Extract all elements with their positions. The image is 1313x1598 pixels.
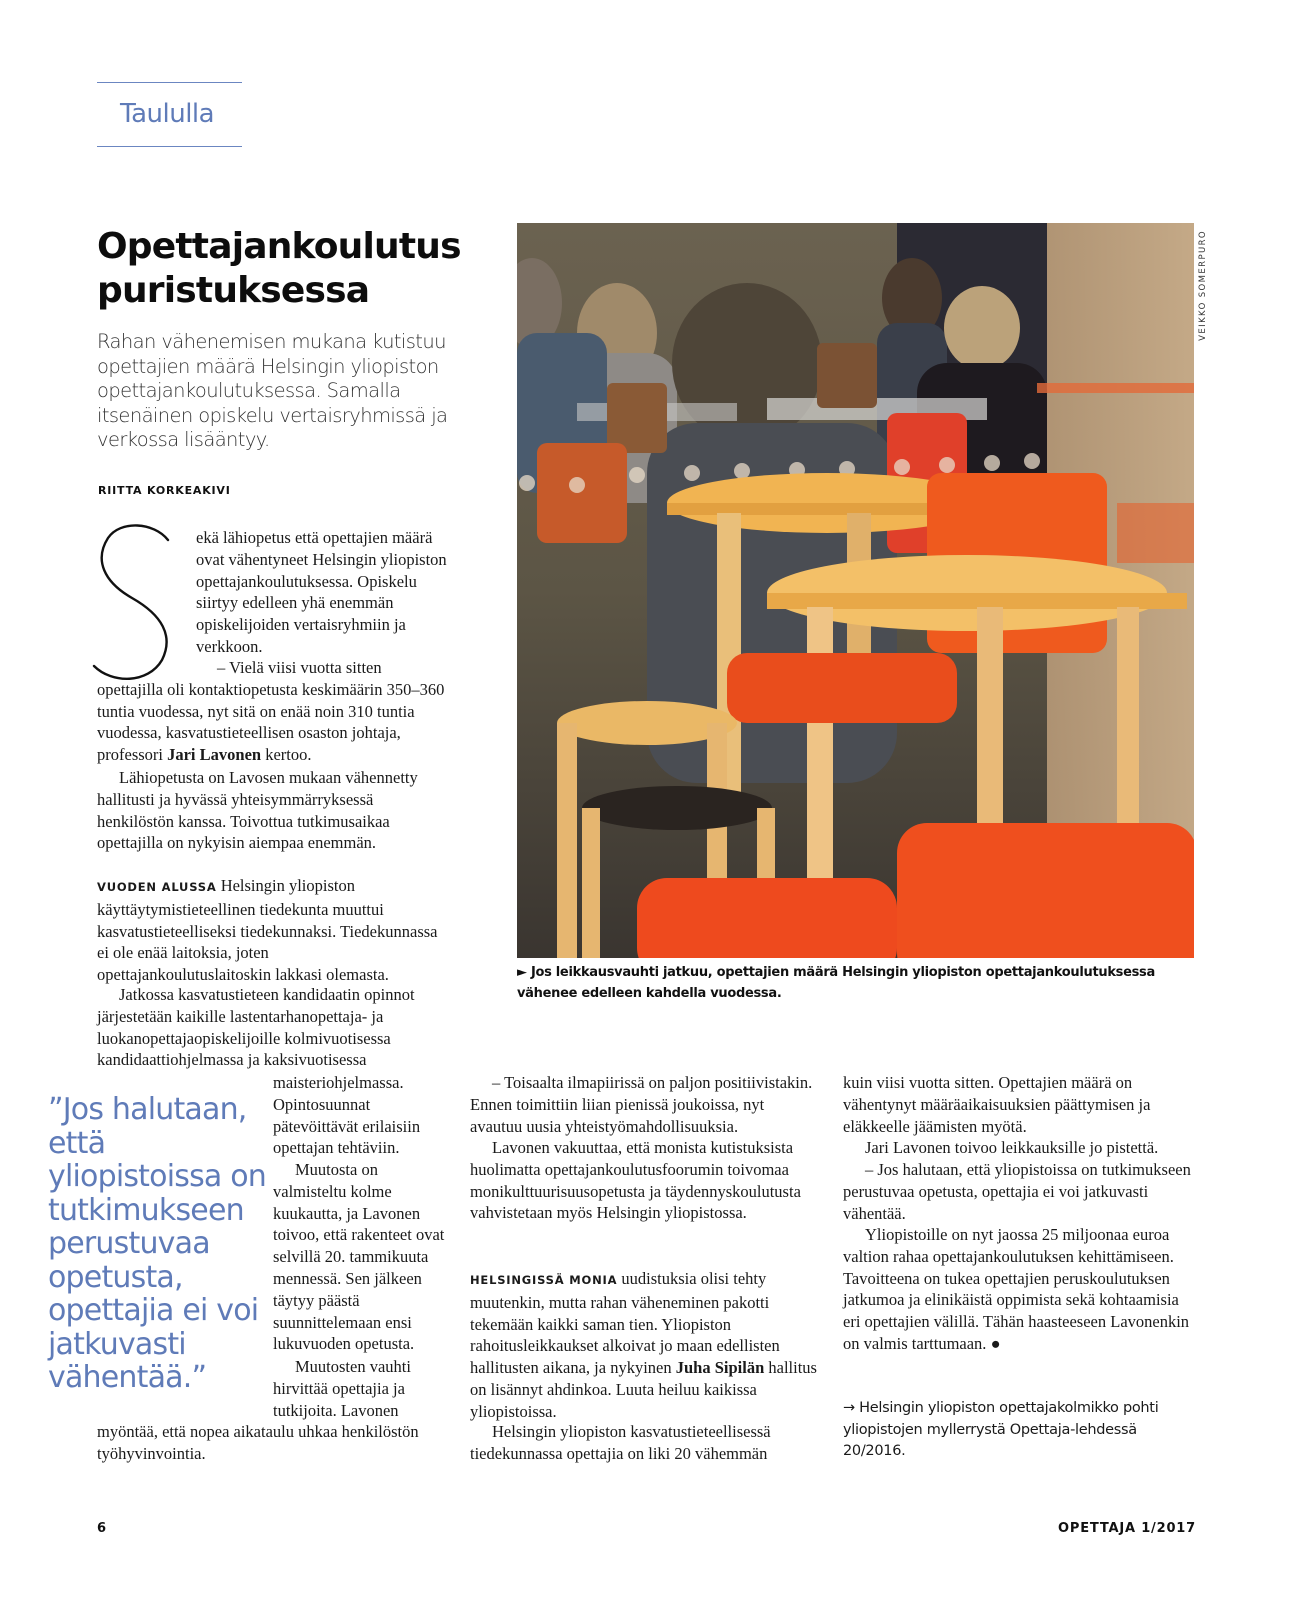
- page-number: 6: [97, 1521, 107, 1536]
- col3-p4: [843, 1224, 1198, 1355]
- headline-line-1: Opettajankoulutus: [97, 226, 461, 267]
- col2-p1: – Toisaalta ilmapiirissä on paljon positiivistakin. Ennen toimittiin liian pienissä joukoissa, nyt avautuu uusia yhteistyömahdollisuuksia.: [470, 1073, 813, 1136]
- arrow-right-icon: →: [843, 1400, 855, 1416]
- publication-issue: OPETTAJA 1/2017: [1058, 1521, 1196, 1536]
- related-article-text: Helsingin yliopiston opettajakolmikko pohti yliopistojen myllerrystä Opettaja-lehdessä 20/2016.: [843, 1400, 1159, 1459]
- caption-marker-icon: ►: [517, 965, 527, 980]
- col3-p2: Jari Lavonen toivoo leikkauksille jo pistettä.: [865, 1138, 1159, 1157]
- photo-classroom-illustration: [517, 223, 1194, 958]
- pull-quote: ”Jos halutaan, että yliopistoissa on tutkimukseen perustuvaa opetusta, opettajia ei voi jatkuvasti vähentää.”: [48, 1092, 266, 1395]
- col1-p3: Lähiopetusta on Lavosen mukaan vähennetty hallitusti ja hyvässä yhteisymmärryksessä henkilöstön kanssa. Toivottua tutkimusaikaa opettajilla on nykyisin aiempaa enemmän.: [97, 768, 418, 853]
- col2-p4: Helsingin yliopiston kasvatustieteellisessä tiedekunnassa opettajia on liki 20 vähemmän: [470, 1422, 771, 1463]
- col1-p6-narrow: Muutosta on valmisteltu kolme kuukautta, ja Lavonen toivoo, että rakenteet ovat selvillä 20. tammikuuta mennessä. Sen jälkeen täytyy päästä suunnittelemaan ensi lukuvuoden opetusta.: [273, 1160, 445, 1354]
- col2-p2: Lavonen vakuuttaa, että monista kutistuksista huolimatta opettajankoulutusfoorumin toivomaa monikulttuurisuusopetusta ja täydennyskoulutusta vahvistetaan myös Helsingin yliopistossa.: [470, 1138, 801, 1223]
- byline: RIITTA KORKEAKIVI: [98, 484, 231, 497]
- section-label: Taululla: [120, 99, 215, 129]
- col1-p7-narrow: Muutosten vauhti hirvittää opettajia ja tutkijoita. Lavonen: [273, 1357, 411, 1420]
- col1-p2: [97, 657, 447, 766]
- end-mark-icon: ●: [990, 1333, 1001, 1353]
- col1-p5-narrow: maisteriohjelmassa. Opintosuunnat pätevöittävät erilaisiin opettajan tehtäviin.: [273, 1073, 421, 1158]
- article-photo: [517, 223, 1194, 958]
- col1-p7-full: myöntää, että nopea aikataulu uhkaa henkilöstön työhyvinvointia.: [97, 1422, 419, 1463]
- article-headline: [97, 225, 517, 313]
- person-name-sipila: Juha Sipilän: [675, 1358, 765, 1378]
- col3-p3: – Jos halutaan, että yliopistoissa on tutkimukseen perustuvaa opetusta, opettajia ei voi jatkuvasti vähentää.: [843, 1160, 1191, 1223]
- person-name-lavonen: Jari Lavonen: [167, 745, 262, 765]
- article-lead: Rahan vähenemisen mukana kutistuu opettajien määrä Helsingin yliopiston opettajankoulutuksessa. Samalla itsenäinen opiskelu vertaisryhmissä ja verkossa lisääntyy.: [97, 330, 448, 451]
- col1-p4: [97, 875, 447, 986]
- kicker-vuoden-alussa: VUODEN ALUSSA: [97, 880, 217, 894]
- col3-p1: kuin viisi vuotta sitten. Opettajien määrä on vähentynyt määräaikaisuuksien päättymisen ja eläkkeelle jäämisten myötä.: [843, 1073, 1151, 1136]
- col1-p1: ekä lähiopetus että opettajien määrä ovat vähentyneet Helsingin yliopiston opettajankoulutuksessa. Opiskelu siirtyy edelleen yhä enemmän opiskelijoiden vertaisryhmiin ja verkkoon.: [196, 528, 447, 656]
- related-article-note[interactable]: [843, 1398, 1203, 1463]
- headline-line-2: puristuksessa: [97, 270, 370, 311]
- col1-p2-tail: kertoo.: [261, 745, 312, 765]
- col3-p4-text: Yliopistoille on nyt jaossa 25 miljoonaa euroa valtion rahaa opettajankoulutuksen kehittämiseen. Tavoitteena on tukea opettajien peruskoulutuksen jatkumoa ja elinikäistä oppimista sekä kohtaamisia eri opettajien välillä. Tähän haasteeseen Lavonenkin on valmis tarttumaan.: [843, 1225, 1190, 1353]
- col2-p3: [470, 1268, 820, 1423]
- col1-p2-text: – Vielä viisi vuotta sitten opettajilla oli kontaktiopetusta keskimäärin 350–360 tuntia vuodessa, nyt sitä on enää noin 310 tuntia vuodessa, kasvatustieteellisen osaston johtaja, professori: [97, 658, 445, 765]
- col2-p3-tail: hallitus on lisännyt ahdinkoa. Luuta heiluu kaikissa yliopistoissa.: [470, 1358, 817, 1421]
- caption-text: Jos leikkausvauhti jatkuu, opettajien määrä Helsingin yliopiston opettajankoulutuksessa vähenee edelleen kahdella vuodessa.: [517, 965, 1155, 1001]
- col1-p5: Jatkossa kasvatustieteen kandidaatin opinnot järjestetään kaikille lastentarhanopettaja- ja luokanopettajaopiskelijoille kolmivuotisessa kandidaattiohjelmassa ja kaksivuotisessa: [97, 985, 415, 1070]
- photo-credit: VEIKKO SOMERPURO: [1198, 230, 1208, 341]
- section-rule-bottom: [97, 146, 242, 147]
- kicker-helsingissa-monia: HELSINGISSÄ MONIA: [470, 1273, 618, 1287]
- col2-p3-text: uudistuksia olisi tehty muutenkin, mutta rahan väheneminen pakotti tekemään kaikki saman tien. Yliopiston rahoitusleikkaukset alkoivat jo maan edellisten hallitusten aikana, ja nykyinen: [470, 1269, 780, 1378]
- photo-caption: [517, 962, 1197, 1004]
- section-rule-top: [97, 82, 242, 83]
- col1-p4-text: Helsingin yliopiston käyttäytymistieteellinen tiedekunta muuttui kasvatustieteelliseksi tiedekunnaksi. Tiedekunnassa ei ole enää laitoksia, joten opettajankoulutuslaitoskin lakkasi olemasta.: [97, 876, 438, 985]
